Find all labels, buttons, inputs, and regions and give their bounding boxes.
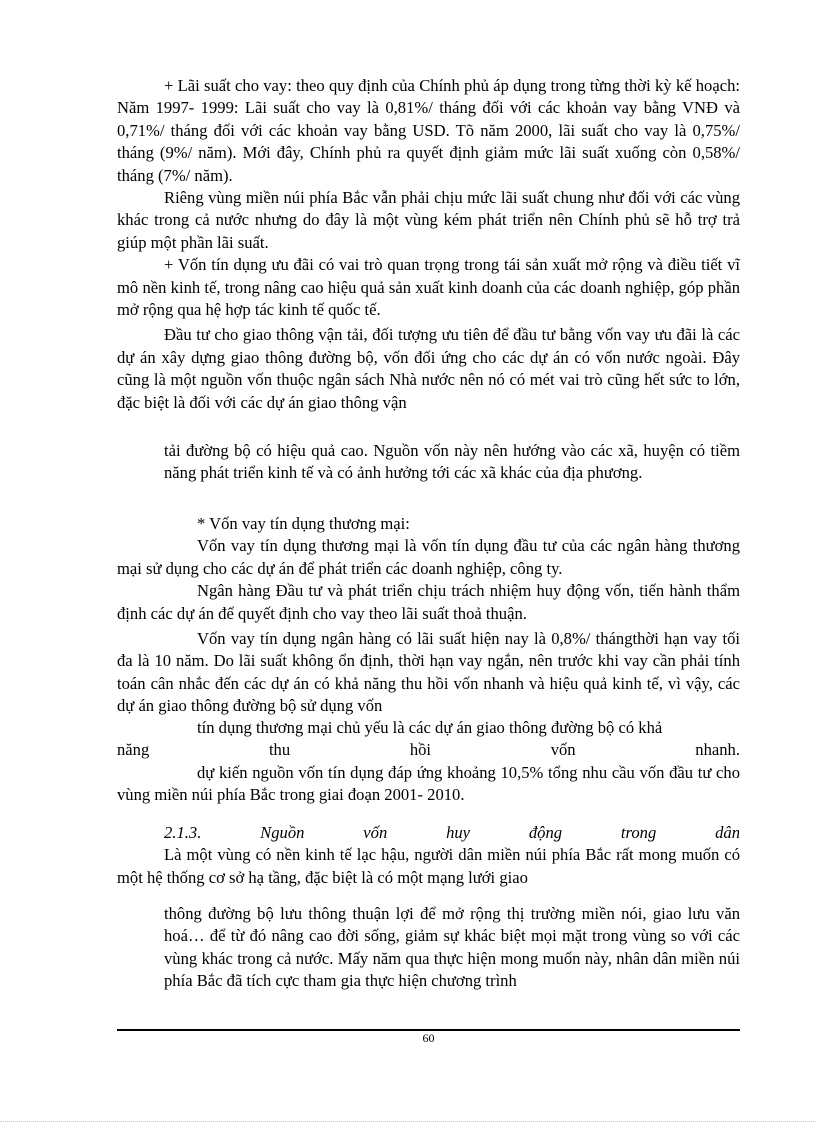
paragraph-credit-forecast: dự kiến nguồn vốn tín dụng đáp ứng khoảng 10,5% tổng nhu cầu vốn đầu tư cho vùng miền núi phía Bắc trong giai đoạn 2001- 2010. [117, 762, 740, 805]
page-number: 60 [422, 1031, 435, 1045]
text-block-1 [117, 75, 740, 414]
paragraph-investment-bank: Ngân hàng Đầu tư và phát triển chịu trách nhiệm huy động vốn, tiến hành thẩm định các dự án để quyết định cho vay theo lãi suất thoả thuận. [117, 581, 740, 623]
text-block-2 [117, 440, 740, 485]
paragraph-transport-investment: Đầu tư cho giao thông vận tải, đối tượng ưu tiên để đầu tư bằng vốn vay ưu đãi là các dự án xây dựng giao thông đường bộ, vốn đối ứng cho các dự án có vốn nước ngoài. Đây cũng là một nguồn vốn thuộc ngân sách Nhà nước nên nó có mét vai trò cũng hết sức to lớn, đặc biệt là đối với các dự án giao thông vận [117, 325, 740, 412]
subheading-commercial-credit: * Vốn vay tín dụng thương mại: [197, 514, 410, 533]
paragraph-road-network: thông đường bộ lưu thông thuận lợi để mở rộng thị trường miền nói, giao lưu văn hoá… để từ đó nâng cao đời sống, giảm sự khác biệt mọi mặt trong vùng so với các vùng khác trong cả nước. Mấy năm qua thực hiện mong muốn này, nhân dân miền núi phía Bắc đã tích cực tham gia thực hiện chương trình [164, 904, 740, 991]
line-fast-recovery: năng thu hồi vốn nhanh. [117, 740, 740, 760]
paragraph-preferential-credit-role: + Vốn tín dụng ưu đãi có vai trò quan trọng trong tái sản xuất mở rộng và điều tiết vĩ mô nền kinh tế, trong nâng cao hiệu quả sản xuất kinh doanh của các doanh nghiệp, góp phần mở rộng qua hệ hợp tác kinh tế quốc tế. [117, 255, 740, 320]
paragraph-population-capital: Là một vùng có nền kinh tế lạc hậu, người dân miền núi phía Bắc rất mong muốn có một hệ thống cơ sở hạ tầng, đặc biệt là có một mạng lưới giao [117, 845, 740, 887]
paragraph-bank-interest: Vốn vay tín dụng ngân hàng có lãi suất hiện nay là 0,8%/ thángthời hạn vay tối đa là 10 năm. Do lãi suất không ổn định, thời hạn vay ngắn, nên trước khi vay cần phải tính toán cân nhắc đến các dự án có khả năng thu hồi vốn nhanh và hiệu quả kinh tế, vì vậy, các dự án giao thông đường bộ sử dụng vốn [117, 629, 740, 716]
paragraph-effective-roads: tải đường bộ có hiệu quả cao. Nguồn vốn này nên hướng vào các xã, huyện có tiềm năng phát triển kinh tế và có ảnh hưởng tới các xã khác của địa phương. [164, 441, 740, 483]
text-block-3 [117, 513, 740, 718]
paragraph-lending-rate: + Lãi suất cho vay: theo quy định của Chính phủ áp dụng trong từng thời kỳ kế hoạch: Năm 1997- 1999: Lãi suất cho vay là 0,81%/ tháng đối với các khoản vay bằng VNĐ và 0,71%/ tháng đối với các khoản vay bằng USD. Tõ năm 2000, lãi suất cho vay là 0,75%/ tháng (9%/ năm). Mới đây, Chính phủ ra quyết định giảm mức lãi suất xuống còn 0,58%/ tháng (7%/ năm). [117, 76, 740, 185]
section-heading-2-1-3: 2.1.3. Nguồn vốn huy động trong dân [164, 823, 740, 842]
text-block-5 [117, 822, 740, 889]
text-block-6 [117, 903, 740, 993]
paragraph-northern-region-rate: Riêng vùng miền núi phía Bắc vẫn phải chịu mức lãi suất chung như đối với các vùng khác trong cả nước nhưng do đây là một vùng kém phát triển nên Chính phủ sẽ hỗ trợ trả giúp một phần lãi suất. [117, 188, 740, 252]
text-block-4 [117, 717, 740, 807]
paragraph-commercial-credit-definition: Vốn vay tín dụng thương mại là vốn tín dụng đầu tư của các ngân hàng thương mại sử dụng cho các dự án để phát triển các doanh nghiệp, công ty. [117, 536, 740, 578]
line-commercial-projects: tín dụng thương mại chủ yếu là các dự án giao thông đường bộ có khả [197, 718, 663, 737]
page-bottom-divider [0, 1121, 816, 1122]
